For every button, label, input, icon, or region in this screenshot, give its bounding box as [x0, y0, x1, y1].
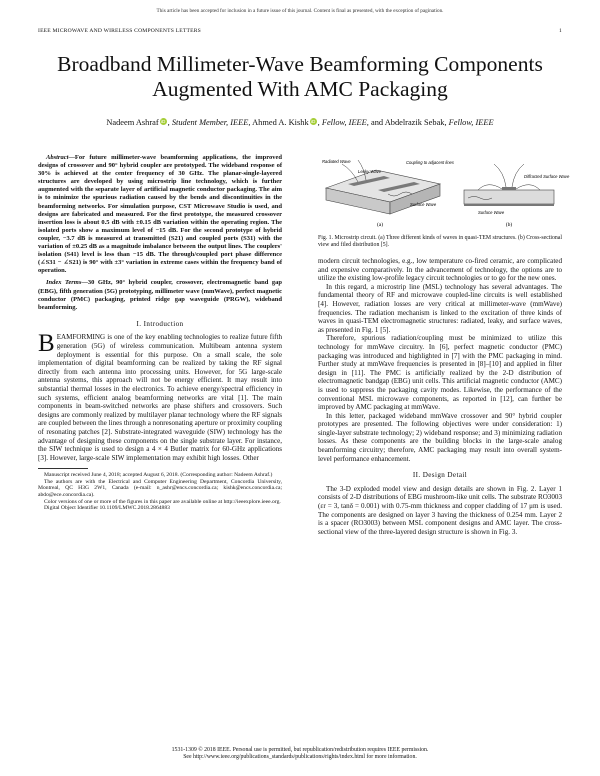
label-surface-b: Surface Wave [478, 210, 505, 215]
strip-conductor [502, 187, 516, 190]
index-terms-text: —30 GHz, 90° hybrid coupler, crossover, electromagnetic band gap (EBG), fifth generation (5G) prototyping, millimeter wave (mmWave), perfect magnetic conductor (PMC) packaging, printed ridge gap waveguide (PRGW), wideband beamforming. [38, 279, 282, 311]
label-coupling: Coupling to adjacent lines [406, 160, 454, 165]
paragraph: modern circuit technologies, e.g., low temperature co-fired ceramic, are complicated and expensive comparatively. In the advancement of technology, the options are to utilize the existing low-profile legacy circuit technologies or to go for the new ones. [318, 257, 562, 283]
abstract [38, 154, 282, 275]
author-role: , Fellow, IEEE [444, 118, 494, 127]
section-heading-introduction: I. Introduction [136, 319, 184, 328]
intro-paragraph [38, 330, 282, 462]
figure-1 [318, 154, 570, 232]
acceptance-banner: This article has been accepted for inclusion in a future issue of this journal. Content is final as presented, with the exception of pagination. [156, 8, 444, 14]
right-column [318, 154, 570, 536]
index-terms [38, 279, 282, 311]
section-heading-design-detail: II. Design Detail [412, 471, 468, 480]
abstract-label: Abstract [46, 154, 69, 161]
label-leaky: Leaky Wave [358, 169, 381, 174]
index-terms-label: Index Terms [46, 279, 82, 287]
orcid-icon[interactable]: iD [310, 119, 316, 124]
label-a: (a) [376, 222, 384, 228]
paragraph: Therefore, spurious radiation/coupling must be minimized to utilize this technology for mmWave circuitry. In [6], perfect magnetic conductor (PMC) packaging was introduced and highlighted in [7] with the PMC packaging in mind. Further study at mmWave frequencies is presented in [8]–[10] and applied in filter design in [11]. The PMC is artificially realized by the 2-D distribution of electromagnetic bandgap (EBG) unit cells. This artificial magnetic conductor (AMC) is used to suppress the packaging cavity modes. Likewise, the performance of the conventional MSL microwave components, as reported in [12], can further be improved by AMC packaging at mmWave. [318, 334, 562, 412]
figure-1-caption: Fig. 1. Microstrip circuit. (a) Three different kinds of waves in quasi-TEM structures. (b) Cross-sectional view and filed distribution [5]. [318, 235, 562, 248]
running-head [38, 28, 562, 34]
copyright-line: 1531-1309 © 2018 IEEE. Personal use is permitted, but republication/redistribution requires IEEE permission. [171, 747, 429, 753]
author-name: , and Abdelrazik Sebak [366, 118, 445, 127]
author-name: , Ahmed A. Kishk [248, 118, 309, 127]
ground-plane [464, 204, 554, 206]
figure-1b [464, 164, 570, 228]
author-name: Nadeem Ashraf [106, 118, 159, 127]
paragraph: In this regard, a microstrip line (MSL) technology has several advantages. The fundamental theory of RF and microwave coupled-line circuits is well established [4]. However, radiation losses are very critical at millimeter-wave (mmWave) frequencies. The radiation mechanism is linked to the excitation of three kinds of waves in quasi-TEM electromagnetic structures: radiated, leaky, and surface waves, as presented in Fig. 1 [5]. [318, 282, 562, 334]
footnote-affiliation: The authors are with the Electrical and Computer Engineering Department, Concordia University, Montreal, QC H3G 2W1, Canada (e-mail: n_ashr@encs.concordia.ca; kishk@encs.concordia.ca; abdo@ece.concordia.ca). [38, 478, 282, 499]
label-surface: Surface Wave [410, 202, 437, 207]
left-column [38, 154, 282, 512]
footnote-doi: Digital Object Identifier 10.1109/LMWC.2018.2864883 [44, 505, 170, 512]
footnotes [38, 472, 282, 512]
intro-text: EAMFORMING is one of the key enabling technologies to realize future fifth generation (5G) of wireless communication. Multibeam antenna system deployment is essential for this purpose. On a small scale, the sole implementation of digital beamforming can be realized by taking the RF signal directly from each antenna into processing units. However, for 5G large-scale antenna systems, this approach will not be energy efficient. It may result into substantial thermal losses in the electronics. To achieve energy/spectral efficiency in such systems, efficient analog beamforming networks are vital [1]. The main components in beam-switched networks are phase shifters and crossovers. Such designs are commonly realized by multilayer planar technology where the RF signals are coupled between the lines through a nonresonating aperture or proximity coupling of resonating patches [2]. Substrate-integrated waveguide (SIW) technology has the advantage of designing these components on the single substrate layer. For instance, the SIW technique is used to design a 4 × 4 Butler matrix for 60-GHz applications [3]. However, large-scale SIW implementation may exhibit high losses. Other [38, 333, 282, 462]
label-diffracted: Diffracted Surface Wave [524, 174, 570, 179]
author-line [30, 118, 570, 127]
author-role: , Student Member, IEEE [167, 118, 249, 127]
footnote-rule [38, 468, 88, 469]
paragraph: In this letter, packaged wideband mmWave crossover and 90° hybrid coupler prototypes are presented. The following objectives were under consideration: 1) single-layer substrate technology; 2) wideband response; and 3) minimizing radiation losses. As these components are the building blocks in the large-scale analog beamforming circuitry; therefore, AMC packaging may result into overall system-level performance enhancement. [318, 411, 562, 463]
footnote-color: Color versions of one or more of the figures in this paper are available online at http://ieeexplore.ieee.org. [44, 498, 281, 505]
abstract-text: —For future millimeter-wave beamforming applications, the improved designs of crossover and 90° hybrid coupler are prototyped. The wideband response of 30% is achieved at the center frequency of 30 GHz. The planar-single-layered structures are developed by using microstrip line technology, which is further augmented with the separate layer of artificial magnetic conductor packaging. The aim is to minimize the spurious radiation caused by the bends and discontinuities in the beamforming networks. For simulation purpose, CST Microwave Studio is used, and designs are fabricated and measured. For the first prototype, the measured crossover insertion loss is about 0.5 dB with ±0.15 dB variation within the operating region. The isolated ports show a maximum level of −15 dB. For the second prototype of hybrid coupler, −3.7 dB is measured at transmitted (S21) and coupled ports (S31) with the variation of ±0.25 dB as a magnitude imbalance between the output lines. The couplers' isolation (S41) level is less than −15 dB. The through/coupled port phase difference (∠S31 − ∠S21) is 90° with ±3° variation in extreme cases within the frequency band of operation. [38, 154, 282, 275]
drop-cap: B [38, 330, 55, 358]
label-radiated: Radiated Wave [322, 159, 351, 164]
orcid-icon[interactable]: iD [161, 119, 166, 124]
copyright-footer [0, 747, 600, 761]
footnote-manuscript: Manuscript received June 4, 2018; accepted August 6, 2018. (Corresponding author: Nadeem Ashraf.) [44, 472, 273, 479]
rights-link[interactable]: See http://www.ieee.org/publications_standards/publications/rights/index.html for more information. [183, 754, 417, 761]
label-b: (b) [505, 222, 513, 228]
figure-1a [322, 159, 455, 228]
author-role: , Fellow, IEEE [317, 118, 367, 127]
journal-name: IEEE MICROWAVE AND WIRELESS COMPONENTS LETTERS [38, 28, 201, 34]
paragraph: The 3-D exploded model view and design details are shown in Fig. 2. Layer 1 consists of 2-D distributions of EBG mushroom-like unit cells. The substrate RO3003 (εr = 3, tanδ = 0.001) with 0.75-mm thickness and copper cladding of 17 μm is used. The components are designed on layer 3 having the thickness of 0.254 mm. Layer 2 is a spacer (RO3003) between MSL component designs and AMC layer. The cross-sectional view of the three-layered design structure is shown in Fig. 3. [318, 484, 562, 536]
page-number: 1 [559, 28, 562, 34]
figure-1-illustration [318, 154, 570, 232]
paper-title: Broadband Millimeter-Wave Beamforming Components Augmented With AMC Packaging [57, 52, 543, 101]
